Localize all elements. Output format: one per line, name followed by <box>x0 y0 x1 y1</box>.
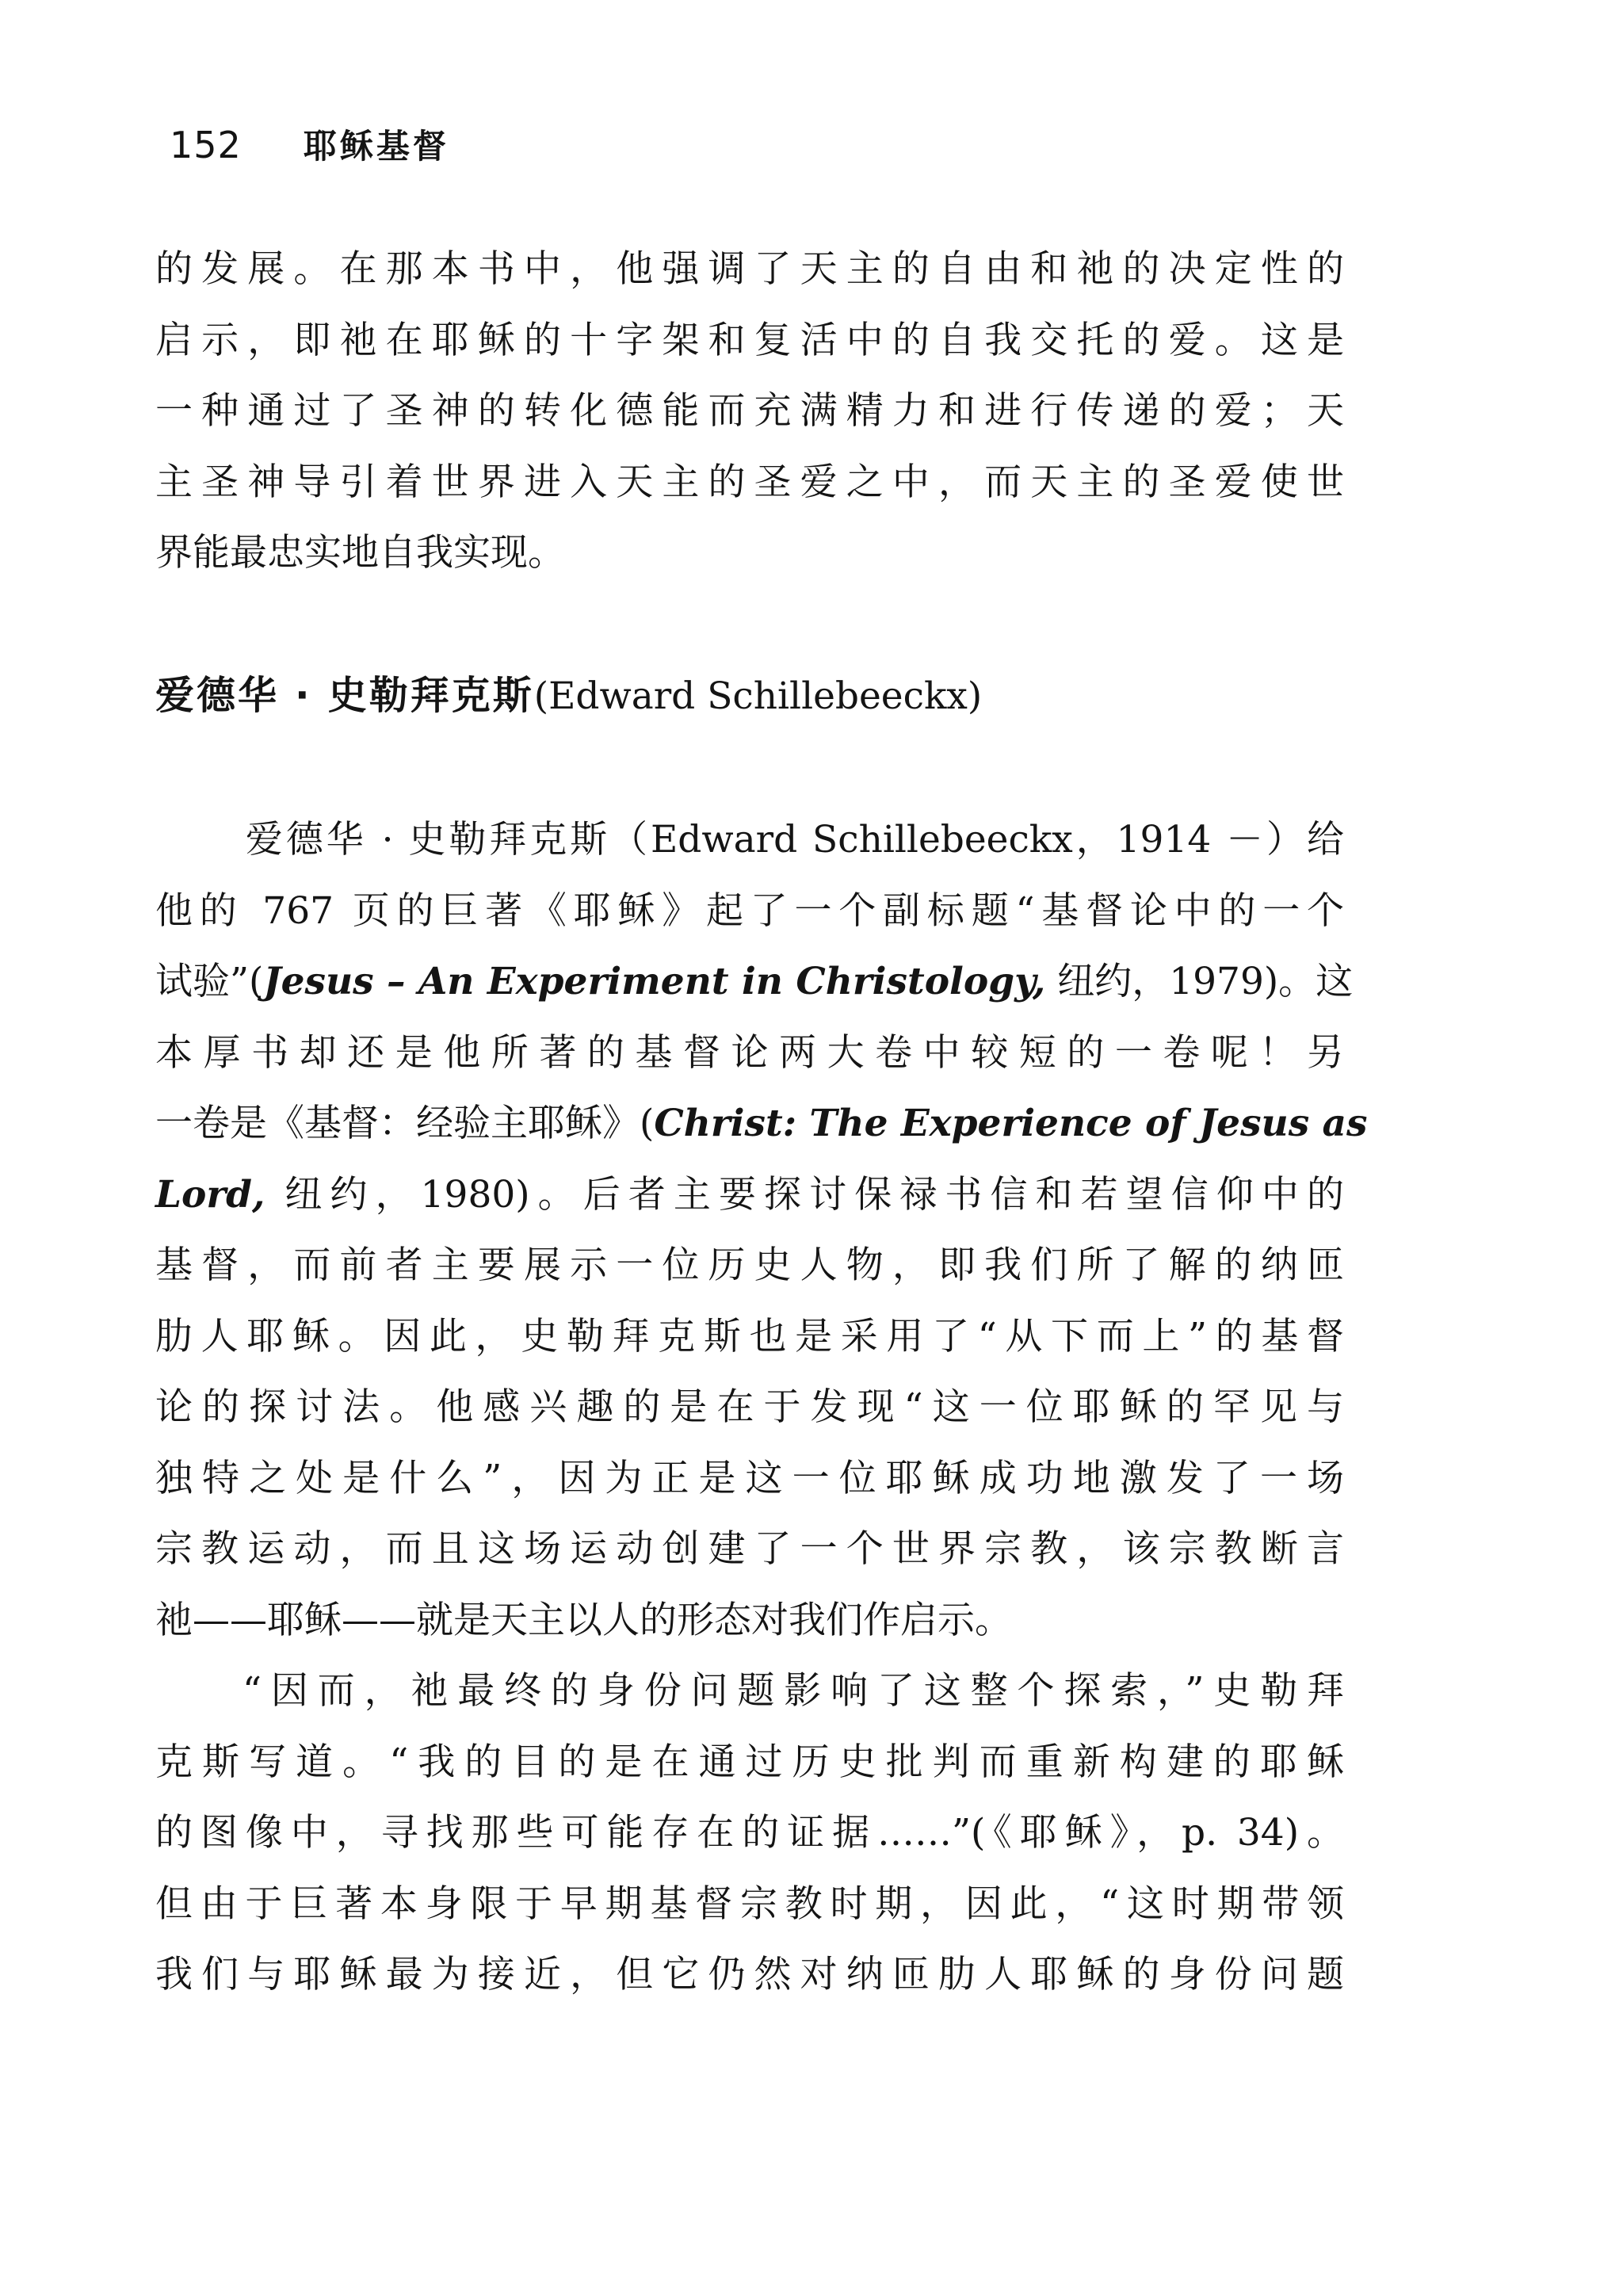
text-line: 肋人耶稣。因此，史勒拜克斯也是采用了“从下而上”的基督 <box>155 1314 1344 1358</box>
text-segment: 一卷是《基督：经验主耶稣》( <box>155 1102 655 1145</box>
text-line: 论的探讨法。他感兴趣的是在于发现“这一位耶稣的罕见与 <box>155 1385 1344 1429</box>
text-line: 的发展。在那本书中，他强调了天主的自由和祂的决定性的 <box>155 247 1344 291</box>
paragraph-continuation <box>155 234 1344 589</box>
text-segment: 纽约，1979)。这 <box>1045 960 1354 1003</box>
text-line: 启示，即祂在耶稣的十字架和复活中的自我交托的爱。这是 <box>155 318 1344 362</box>
section-heading <box>155 664 982 728</box>
text-segment: 纽约，1980)。后者主要探讨保禄书信和若望信仰中的 <box>265 1172 1344 1217</box>
text-segment: 试验”( <box>155 960 264 1003</box>
section-heading-chinese: 爱德华 · 史勒拜克斯 <box>155 673 534 718</box>
text-line: 克斯写道。“我的目的是在通过历史批判而重新构建的耶稣 <box>155 1740 1344 1784</box>
text-line <box>155 1656 1344 1727</box>
text-line: 我们与耶稣最为接近，但它仍然对纳匝肋人耶稣的身份问题 <box>155 1953 1344 1996</box>
text-segment: “因而，祂最终的身份问题影响了这整个探索，”史勒拜 <box>242 1669 1344 1713</box>
text-line: 一种通过了圣神的转化德能而充满精力和进行传递的爱；天 <box>155 389 1344 433</box>
page-number: 152 <box>170 124 242 166</box>
page-header <box>170 120 449 168</box>
book-title-christ: Christ: The Experience of Jesus as <box>654 1102 1368 1145</box>
text-line: 祂——耶稣——就是天主以人的形态对我们作启示。 <box>155 1598 1012 1642</box>
text-line <box>155 946 1354 1018</box>
text-line: 界能最忠实地自我实现。 <box>155 531 565 575</box>
text-line: 但由于巨著本身限于早期基督宗教时期，因此，“这时期带领 <box>155 1881 1344 1926</box>
text-line: 基督，而前者主要展示一位历史人物，即我们所了解的纳匝 <box>155 1244 1344 1287</box>
text-line <box>155 1088 1368 1159</box>
book-title-christ-end: Lord, <box>155 1172 265 1217</box>
running-title: 耶稣基督 <box>303 127 449 166</box>
text-line <box>155 804 1344 876</box>
book-title-jesus: Jesus – An Experiment in Christology, <box>263 960 1046 1003</box>
text-line: 的图像中，寻找那些可能存在的证据……”(《耶稣》，p. 34)。 <box>155 1811 1344 1855</box>
text-line: 宗教运动，而且这场运动创建了一个世界宗教，该宗教断言 <box>155 1527 1344 1571</box>
text-line: 主圣神导引着世界进入天主的圣爱之中，而天主的圣爱使世 <box>155 460 1344 504</box>
text-line <box>155 1159 1344 1231</box>
text-segment: 爱德华 · 史勒拜克斯（Edward Schillebeeckx，1914 －）给 <box>242 818 1344 861</box>
text-line: 他的 767 页的巨著《耶稣》起了一个副标题“基督论中的一个 <box>155 888 1344 933</box>
text-line: 本厚书却还是他所著的基督论两大卷中较短的一卷呢！另 <box>155 1030 1344 1075</box>
text-line: 独特之处是什么”，因为正是这一位耶稣成功地激发了一场 <box>155 1456 1344 1500</box>
section-heading-english: (Edward Schillebeeckx) <box>533 674 983 718</box>
section-body <box>155 804 1368 2011</box>
